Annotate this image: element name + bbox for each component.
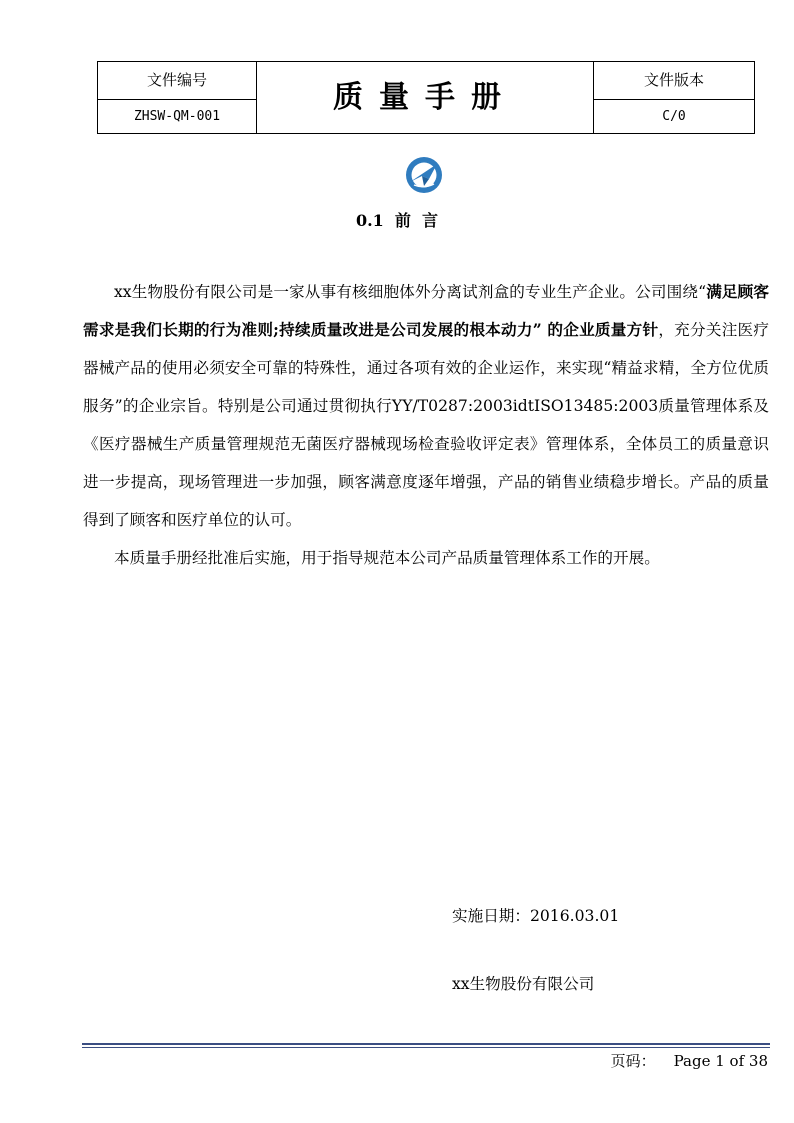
paragraph-1-rest: ，充分关注医疗器械产品的使用必须安全可靠的特殊性，通过各项有效的企业运作，来实现“精益求精，全方位优质服务”的企业宗旨。特别是公司通过贯彻执行YY/T0287:2003idtISO13485:2003质量管理体系及《医疗器械生产质量管理规范无菌医疗器械现场检查验收评定表》管理体系，全体员工的质量意识进一步提高，现场管理进一步加强，顾客满意度逐年增强，产品的销售业绩稳步增长。产品的质量得到了顾客和医疗单位的认可。 — [83, 321, 769, 529]
section-title: 0.1 前 言 — [355, 211, 439, 230]
doc-version-label: 文件版本 — [594, 62, 755, 100]
body-text — [83, 273, 769, 577]
paragraph-1 — [83, 273, 769, 539]
doc-number-value: ZHSW-QM-001 — [98, 100, 257, 134]
paragraph-2: 本质量手册经批准后实施，用于指导规范本公司产品质量管理体系工作的开展。 — [114, 549, 660, 567]
company-name: xx生物股份有限公司 — [452, 975, 595, 993]
doc-version-value: C/0 — [594, 100, 755, 134]
doc-number-label: 文件编号 — [98, 62, 257, 100]
footer-divider — [82, 1043, 770, 1045]
company-logo-icon — [404, 155, 444, 195]
paragraph-1-intro: xx生物股份有限公司是一家从事有核细胞体外分离试剂盒的专业生产企业。公司围绕“ — [114, 283, 707, 301]
page-footer — [0, 1050, 768, 1071]
footer-divider-thin — [82, 1047, 770, 1048]
page-label: 页码： — [610, 1052, 656, 1070]
document-header-table — [97, 61, 755, 134]
manual-title: 质量手册 — [257, 62, 594, 134]
effective-date: 实施日期：2016.03.01 — [452, 907, 620, 925]
quality-policy-text: 满足顾客需求是我们长期的行为准则;持续质量改进是公司发展的根本动力” 的企业质量方针 — [83, 282, 769, 339]
page-number: Page 1 of 38 — [673, 1052, 768, 1070]
